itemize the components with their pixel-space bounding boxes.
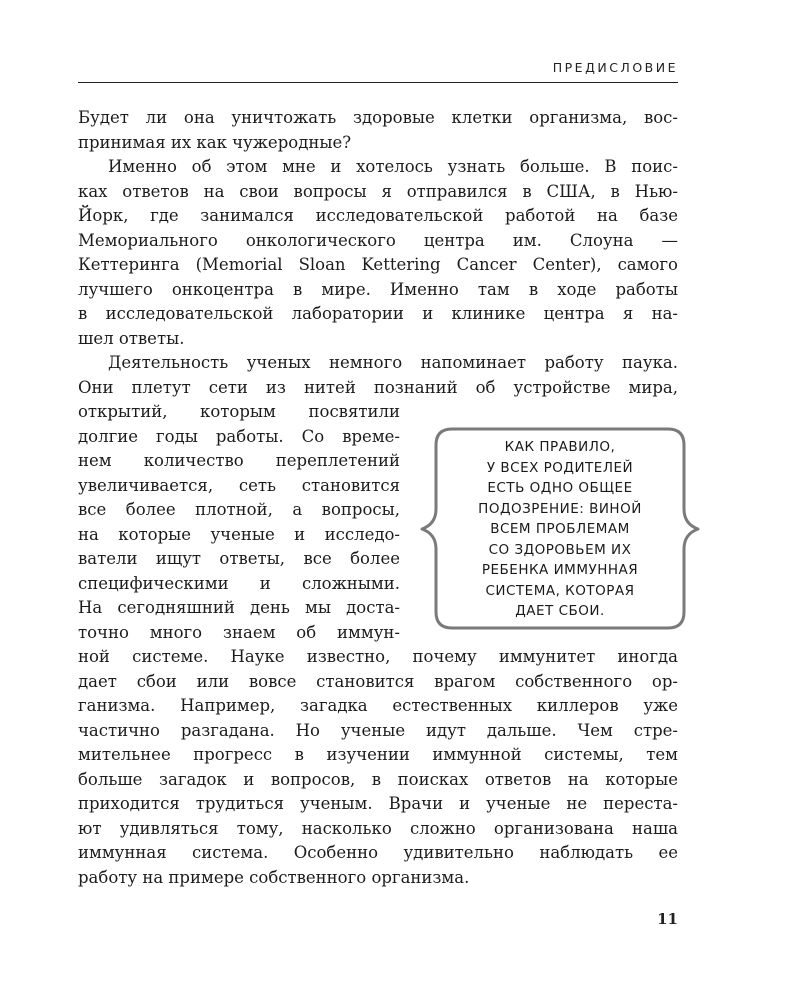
text-line: больше загадок и вопросов, в поисках ответов на которые — [78, 769, 678, 789]
text-line: Деятельность ученых немного напоминает работу паука. — [108, 353, 678, 372]
text-line: открытий, которым посвятили — [78, 402, 400, 421]
text-line: специфическими и сложными. — [78, 573, 400, 593]
text-line: Кеттеринга (Memorial Sloan Kettering Cancer Center), самого — [78, 255, 678, 274]
text-line: в исследовательской лаборатории и клинике центра я на- — [78, 304, 678, 323]
text-line: шел ответы. — [78, 328, 185, 348]
text-line: нем количество переплетений — [78, 451, 400, 470]
callout-line: СИСТЕМА, КОТОРАЯ — [485, 582, 635, 599]
text-line: долгие годы работы. Со време- — [78, 426, 400, 446]
callout-line: ПОДОЗРЕНИЕ: ВИНОЙ — [478, 500, 642, 517]
callout-line: ДАЕТ СБОИ. — [515, 603, 605, 619]
text-line: ватели ищут ответы, все более — [78, 549, 400, 568]
text-line: увеличивается, сеть становится — [78, 475, 400, 495]
text-line: ках ответов на свои вопросы я отправился в США, в Нью- — [78, 181, 678, 201]
running-head: ПРЕДИСЛОВИЕ — [552, 60, 678, 75]
text-line: ганизма. Например, загадка естественных киллеров уже — [78, 696, 678, 715]
pull-quote-callout — [420, 425, 700, 632]
text-line: ют удивляться тому, насколько сложно организована наша — [78, 818, 678, 838]
text-line: работу на примере собственного организма. — [78, 867, 470, 887]
text-line: точно много знаем об иммун- — [78, 622, 400, 642]
callout-text — [448, 437, 672, 622]
callout-line: СО ЗДОРОВЬЕМ ИХ — [488, 541, 632, 558]
callout-line: ВСЕМ ПРОБЛЕМАМ — [490, 521, 630, 537]
callout-line: КАК ПРАВИЛО, — [504, 439, 616, 455]
text-line: Мемориального онкологического центра им. Слоуна — — [78, 230, 678, 250]
text-line: приходится трудиться ученым. Врачи и ученые не переста- — [78, 794, 678, 813]
text-line: на которые ученые и исследо- — [78, 524, 400, 544]
callout-line: ЕСТЬ ОДНО ОБЩЕЕ — [487, 480, 633, 496]
text-line: иммунная система. Особенно удивительно наблюдать ее — [78, 843, 678, 862]
callout-line: У ВСЕХ РОДИТЕЛЕЙ — [486, 459, 634, 476]
text-line: Йорк, где занимался исследовательской работой на базе — [78, 206, 678, 225]
text-line: дает сбои или вовсе становится врагом собственного ор- — [78, 671, 678, 691]
text-line: ной системе. Науке известно, почему иммунитет иногда — [78, 647, 678, 666]
text-line: принимая их как чужеродные? — [78, 132, 352, 152]
page-number: 11 — [657, 910, 678, 928]
paragraph-1 — [78, 106, 678, 155]
text-line: все более плотной, а вопросы, — [78, 500, 400, 519]
text-line: Они плетут сети из нитей познаний об устройстве мира, — [78, 377, 678, 397]
text-line: мительнее прогресс в изучении иммунной системы, тем — [78, 745, 678, 764]
text-line: Именно об этом мне и хотелось узнать больше. В поис- — [108, 157, 678, 176]
text-line: Будет ли она уничтожать здоровые клетки организма, вос- — [78, 108, 678, 127]
callout-line: РЕБЕНКА ИММУННАЯ — [481, 562, 639, 578]
paragraph-2 — [78, 155, 678, 351]
text-line: лучшего онкоцентра в мире. Именно там в ходе работы — [78, 279, 678, 299]
text-line: На сегодняшний день мы доста- — [78, 598, 400, 617]
text-line: частично разгадана. Но ученые идут дальше. Чем стре- — [78, 720, 678, 740]
header-rule — [78, 82, 678, 83]
